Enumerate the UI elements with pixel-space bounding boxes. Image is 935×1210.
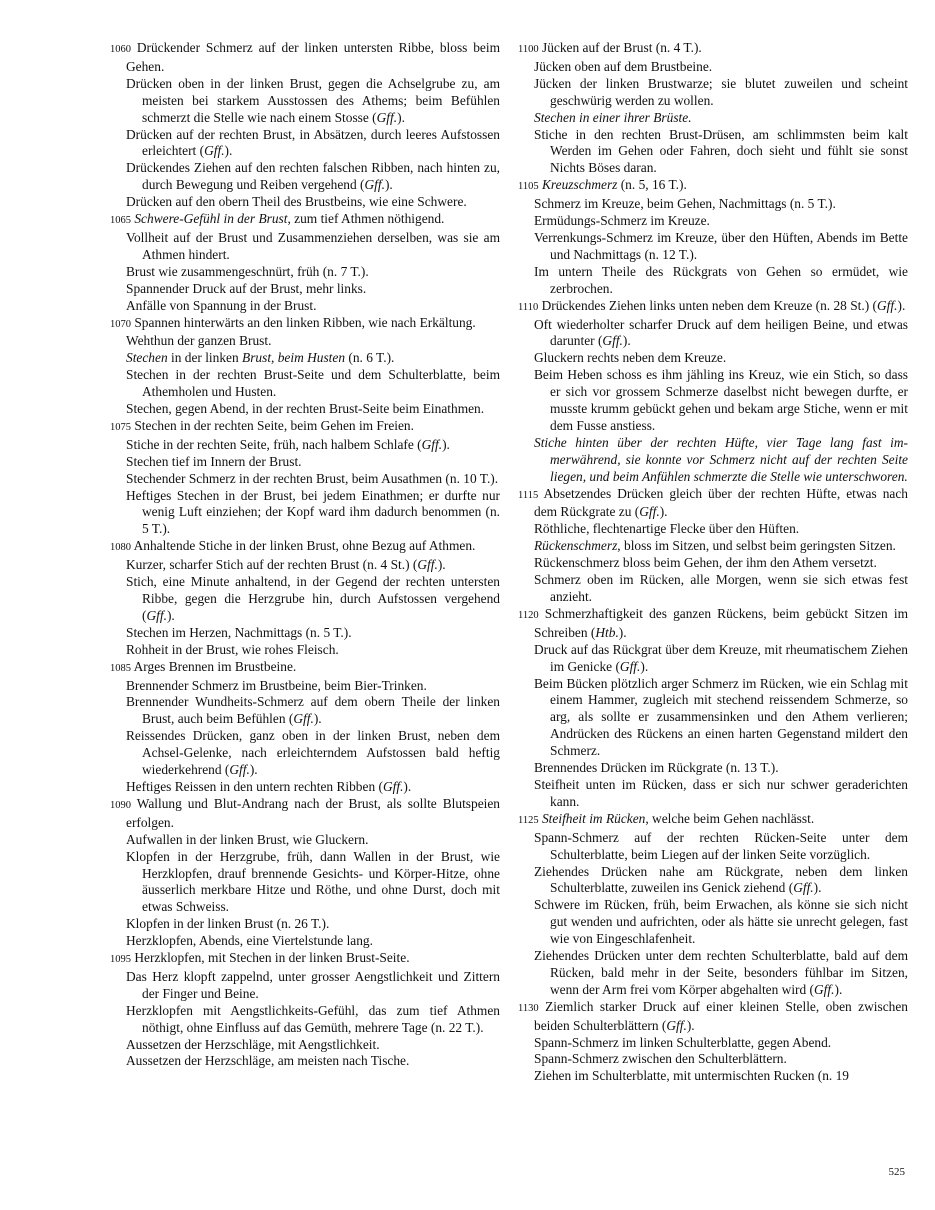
entry-text: Druck auf das Rückgrat über dem Kreuze, mit rheumatischem Ziehen im Genicke ( — [534, 641, 908, 674]
entry-text: ). — [622, 333, 631, 349]
symptom-entry — [110, 281, 500, 298]
symptom-entry — [110, 230, 500, 264]
symptom-entry — [110, 298, 500, 315]
symptom-entry — [518, 213, 908, 230]
entry-text: Herzklopfen mit Aengstlichkeits-Gefühl, das zum tief Athmen nöthigt, ohne Einfluss auf das Gemüth, mehrere Tage (n. 22 T.). — [126, 1002, 500, 1035]
symptom-entry — [110, 694, 500, 728]
symptom-entry — [110, 418, 500, 437]
symptom-entry — [110, 454, 500, 471]
symptom-entry — [110, 557, 500, 574]
symptom-entry — [110, 796, 500, 832]
entry-text: Heftiges Stechen in der Brust, bei jedem Einathmen; er durfte nur wenig Luft einziehen; der Kopf ward ihm dadurch benommen (n. 5 T.). — [126, 487, 500, 537]
entry-text: ). — [397, 109, 405, 125]
entry-text: Stich, eine Minute anhaltend, in der Gegend der rechten untersten Ribbe, gegen die Herzgrube hin, durch Aufstossen vergehend ( — [126, 574, 500, 623]
symptom-entry — [110, 401, 500, 418]
entry-text: Rohheit in der Brust, wie rohes Fleisch. — [126, 641, 339, 657]
entry-text: Gluckern rechts neben dem Kreuze. — [534, 350, 727, 366]
symptom-entry — [110, 40, 500, 76]
entry-text: Im untern Theile des Rückgrats von Gehen so ermüdet, wie zerbrochen. — [534, 263, 908, 296]
entry-number: 1065 — [110, 215, 131, 227]
italic-text: Brust, beim Husten — [242, 350, 346, 366]
entry-number: 1120 — [518, 609, 539, 621]
entry-text: Das Herz klopft zappelnd, unter grosser Aengstlichkeit und Zittern der Finger und Beine. — [126, 968, 500, 1001]
symptom-entry — [518, 1035, 908, 1052]
italic-text: Gff. — [417, 557, 438, 573]
entry-text: Aussetzen der Herzschläge, am meisten nach Tische. — [126, 1053, 410, 1069]
entry-text: ). — [224, 143, 233, 159]
entry-text: Anfälle von Spannung in der Brust. — [126, 297, 317, 313]
entry-text: Anhaltende Stiche in der linken Brust, ohne Bezug auf Athmen. — [133, 538, 476, 554]
entry-number: 1095 — [110, 954, 131, 966]
symptom-entry — [518, 435, 908, 486]
symptom-entry — [518, 127, 908, 178]
entry-text: Absetzendes Drücken gleich über der rechten Hüfte, etwas nach dem Rückgrate zu ( — [534, 485, 909, 520]
entry-text: Spann-Schmerz im linken Schulterblatte, gegen Abend. — [534, 1034, 832, 1050]
entry-text: Drückendes Ziehen links unten neben dem Kreuze (n. 28 St.) ( — [541, 297, 878, 313]
symptom-entry — [110, 916, 500, 933]
symptom-entry — [518, 521, 908, 538]
italic-text: Gff. — [877, 297, 898, 313]
entry-text: ). — [384, 177, 393, 193]
italic-text: Gff. — [293, 711, 314, 727]
italic-text: Gff. — [364, 177, 385, 193]
entry-text: , zum tief Athmen nöthigend. — [287, 211, 445, 227]
entry-number: 1090 — [110, 799, 131, 811]
entry-text: Spann-Schmerz zwischen den Schulterblättern. — [534, 1051, 787, 1067]
entry-text: Drückendes Ziehen auf den rechten falschen Ribben, nach hinten zu, durch Bewegung und Reiben vergehend ( — [126, 160, 500, 193]
entry-text: Rückenschmerz bloss beim Gehen, der ihm den Athem versetzt. — [534, 555, 877, 571]
symptom-entry — [110, 728, 500, 779]
entry-text: Schmerz im Kreuze, beim Gehen, Nachmittags (n. 5 T.). — [534, 196, 836, 212]
entry-text: Oft wiederholter scharfer Druck auf dem heiligen Beine, und etwas darunter ( — [534, 316, 908, 349]
entry-text: (n. 6 T.). — [345, 350, 395, 366]
symptom-entry — [518, 777, 908, 811]
entry-text: Stechender Schmerz in der rechten Brust, beim Ausathmen (n. 10 T.). — [126, 470, 499, 486]
symptom-entry — [110, 471, 500, 488]
symptom-entry — [518, 1051, 908, 1068]
symptom-entry — [518, 317, 908, 351]
symptom-entry — [110, 264, 500, 281]
entry-text: ). — [686, 1017, 695, 1033]
entry-text: Röthliche, flechtenartige Flecke über den Hüften. — [534, 521, 800, 537]
entry-number: 1130 — [518, 1002, 539, 1014]
entry-text: Herzklopfen, mit Stechen in der linken Brust-Seite. — [134, 950, 410, 966]
symptom-entry — [518, 760, 908, 777]
italic-text: Gff. — [666, 1017, 687, 1033]
symptom-entry — [518, 999, 908, 1035]
entry-text: Spann-Schmerz auf der rechten Rücken-Seite unter dem Schulterblatte, beim Liegen auf der linken Seite vorzüglich. — [534, 829, 908, 862]
italic-text: Htb. — [595, 624, 619, 640]
entry-number: 1085 — [110, 662, 131, 674]
symptom-entry — [110, 194, 500, 211]
symptom-entry — [110, 950, 500, 969]
symptom-entry — [518, 110, 908, 127]
page-number: 525 — [888, 1166, 905, 1178]
symptom-entry — [518, 350, 908, 367]
italic-text: Kreuzschmerz — [541, 177, 618, 193]
entry-text: in der linken — [167, 350, 243, 366]
symptom-entry — [110, 849, 500, 917]
entry-text: ). — [249, 762, 258, 778]
italic-text: Steifheit im Rücken — [541, 810, 646, 826]
entry-number: 1105 — [518, 181, 539, 193]
symptom-entry — [518, 830, 908, 864]
entry-text: ). — [442, 436, 450, 452]
symptom-entry — [110, 127, 500, 161]
entry-number: 1080 — [110, 542, 131, 554]
entry-text: Klopfen in der linken Brust (n. 26 T.). — [126, 916, 330, 932]
symptom-entry — [110, 315, 500, 334]
symptom-entry — [110, 76, 500, 127]
entry-text: Beim Heben schoss es ihm jähling ins Kreuz, wie ein Stich, so dass er sich vor grossem Schmerze daselbst nicht bewegen durfte, er musste krumm gebückt gehen und bekam arge Stiche, wenn er mit dem Fusse anstiess. — [534, 367, 908, 433]
symptom-entry — [518, 642, 908, 676]
symptom-entry — [518, 555, 908, 572]
entry-text: Jücken auf der Brust (n. 4 T.). — [541, 40, 702, 55]
symptom-entry — [518, 177, 908, 196]
symptom-entry — [110, 437, 500, 454]
entry-text: ). — [640, 658, 649, 674]
symptom-entry — [110, 933, 500, 950]
entry-text: Schmerz oben im Rücken, alle Morgen, wenn sie sich etwas fest anzieht. — [534, 572, 908, 604]
entry-text: ). — [659, 504, 668, 520]
entry-text: Beim Bücken plötzlich arger Schmerz im Rücken, wie ein Schlag mit einem Hammer, zugleich mit stechend reissendem Schmerze, so arg, als sollte er zusammensinken und den Athem verlieren; Andrücken des Rückens an einen harten Gegenstand mildert den Schmerz. — [534, 675, 908, 759]
entry-text: Spannender Druck auf der Brust, mehr links. — [126, 280, 367, 296]
entry-text: Brust wie zusammengeschnürt, früh (n. 7 T.). — [126, 263, 369, 279]
entry-text: Ziehendes Drücken nahe am Rückgrate, neben dem linken Schulterblatte, zuweilen ins Genick ziehend ( — [534, 863, 908, 896]
italic-text: Gff. — [421, 436, 443, 452]
entry-text: Drücken auf den obern Theil des Brustbeins, wie eine Schwere. — [126, 194, 467, 210]
symptom-entry — [110, 832, 500, 849]
symptom-entry — [518, 367, 908, 435]
entry-text: Stechen tief im Innern der Brust. — [126, 453, 302, 469]
italic-text: Gff. — [204, 143, 225, 159]
entry-number: 1125 — [518, 814, 539, 826]
italic-text: Gff. — [146, 607, 167, 623]
symptom-entry — [110, 659, 500, 678]
symptom-entry — [518, 811, 908, 830]
entry-number: 1060 — [110, 44, 131, 55]
entry-text: Steifheit unten im Rücken, dass er sich nur schwer geraderichten kann. — [534, 776, 908, 809]
italic-text: Gff. — [793, 880, 814, 896]
symptom-entry — [518, 864, 908, 898]
entry-text: Stiche in der rechten Seite, früh, nach halbem Schlafe ( — [126, 436, 422, 452]
italic-text: Gff. — [619, 658, 641, 674]
entry-text: Brennender Wundheits-Schmerz auf dem obern Theile der linken Brust, auch beim Befühlen ( — [126, 694, 500, 727]
symptom-entry — [110, 211, 500, 230]
symptom-entry — [518, 572, 908, 606]
entry-text: Ziehen im Schulterblatte, mit untermischten Rucken (n. 19 — [534, 1068, 849, 1084]
symptom-entry — [110, 1053, 500, 1070]
entry-text: Klopfen in der Herzgrube, früh, dann Wallen in der Brust, wie Herzklopfen, drauf brennende Gesichts- und Körper-Hitze, ohne äusserlich merkbare Hitze und Röthe, und ohne Durst, doch mit etwas Schweiss. — [126, 848, 500, 915]
italic-text: Rückenschmerz — [534, 538, 618, 554]
symptom-entry — [518, 538, 908, 555]
entry-text: ). — [813, 880, 822, 896]
italic-text: Gff. — [602, 333, 623, 349]
symptom-entry — [110, 538, 500, 557]
entry-text: Stechen im Herzen, Nachmittags (n. 5 T.). — [126, 624, 352, 640]
entry-text: Brennendes Drücken im Rückgrate (n. 13 T.). — [534, 760, 779, 776]
italic-text: Gff. — [814, 981, 835, 997]
entry-text: Jücken oben auf dem Brustbeine. — [534, 58, 713, 74]
italic-text: Stechen — [126, 350, 168, 366]
symptom-entry — [110, 1037, 500, 1054]
italic-text: Schwere-Gefühl in der Brust — [134, 211, 288, 227]
symptom-entry — [518, 676, 908, 761]
symptom-entry — [518, 230, 908, 264]
right-column — [518, 40, 908, 1085]
italic-text: Gff. — [382, 778, 404, 794]
entry-text: Brennender Schmerz im Brustbeine, beim Bier-Trinken. — [126, 677, 427, 693]
symptom-entry — [518, 76, 908, 110]
symptom-entry — [110, 1003, 500, 1037]
italic-text: Gff. — [229, 762, 250, 778]
entry-text: Vollheit auf der Brust und Zusammenziehen derselben, was sie am Athmen hindert. — [126, 229, 500, 262]
symptom-entry — [110, 488, 500, 539]
symptom-entry — [110, 625, 500, 642]
entry-text: (n. 5, 16 T.). — [617, 177, 687, 193]
entry-text: Wallung und Blut-Andrang nach der Brust, als sollte Blutspeien erfolgen. — [126, 795, 501, 830]
entry-text: Kurzer, scharfer Stich auf der rechten Brust (n. 4 St.) ( — [126, 557, 418, 573]
entry-text: Schwere im Rücken, früh, beim Erwachen, als könne sie sich nicht gut wenden und aufrichten, oder als hätte sie unrecht gelegen, fast wie von Eingeschlafenheit. — [534, 897, 908, 947]
left-column — [110, 40, 500, 1070]
symptom-entry — [110, 969, 500, 1003]
symptom-entry — [518, 264, 908, 298]
entry-text: Drückender Schmerz auf der linken untersten Ribbe, bloss beim Gehen. — [126, 40, 500, 74]
entry-number: 1100 — [518, 44, 539, 55]
entry-text: Heftiges Reissen in den untern rechten Ribben ( — [126, 778, 383, 794]
symptom-entry — [110, 160, 500, 194]
symptom-entry — [110, 367, 500, 401]
symptom-entry — [110, 333, 500, 350]
entry-text: Stiche in den rechten Brust-Drüsen, am schlimmsten beim kalt Werden im Gehen oder Fahren, doch sieht und fühlt sie sonst Nichts Böses daran. — [534, 126, 908, 176]
entry-text: Ziehendes Drücken unter dem rechten Schulterblatte, bald auf dem Rücken, bald mehr in der Seite, besonders fühlbar im Sitzen, wenn der Arm frei vom Körper abgehalten wird ( — [534, 948, 908, 997]
italic-text: Stechen in einer ihrer Brüste. — [534, 109, 692, 125]
symptom-entry — [110, 779, 500, 796]
entry-text: Ziemlich starker Druck auf einer kleinen Stelle, oben zwischen beiden Schulterblättern ( — [534, 998, 908, 1033]
entry-text: Stechen in der rechten Seite, beim Gehen im Freien. — [134, 417, 414, 433]
entry-text: Arges Brennen im Brustbeine. — [133, 658, 297, 674]
symptom-entry — [110, 642, 500, 659]
entry-text: , welche beim Gehen nachlässt. — [645, 810, 815, 826]
symptom-entry — [110, 350, 500, 367]
entry-text: ). — [834, 981, 843, 997]
symptom-entry — [518, 40, 908, 59]
entry-text: Reissendes Drücken, ganz oben in der linken Brust, neben dem Achsel-Gelenke, nach erleichterndem Aufstossen bald heftig wiederkehrend ( — [126, 728, 500, 778]
entry-text: Verrenkungs-Schmerz im Kreuze, über den Hüften, Abends im Bette und Nachmittags (n. 12 T.). — [534, 229, 908, 262]
entry-text: Drücken auf der rechten Brust, in Absätzen, durch leeres Aufstossen erleichtert ( — [126, 126, 500, 159]
italic-text: Stiche hinten über der rechten Hüfte, vier Tage lang fast immerwährend, sie konnte vor Schmerz nicht auf der rechten Seite liegen, und beim Anfühlen schmerzte die Stelle wie unterschworen. — [534, 434, 908, 484]
entry-text: Ermüdungs-Schmerz im Kreuze. — [534, 213, 710, 229]
italic-text: Gff. — [639, 504, 660, 520]
symptom-entry — [518, 59, 908, 76]
symptom-entry — [518, 196, 908, 213]
entry-text: Jücken der linken Brustwarze; sie blutet zuweilen und scheint geschwürig werden zu wollen. — [534, 75, 908, 108]
entry-number: 1110 — [518, 301, 539, 313]
entry-number: 1115 — [518, 489, 539, 501]
entry-text: ). — [897, 297, 906, 313]
entry-text: ). — [618, 624, 627, 640]
symptom-entry — [518, 298, 908, 317]
entry-text: Wehthun der ganzen Brust. — [126, 333, 272, 349]
entry-text: Drücken oben in der linken Brust, gegen die Achselgrube zu, am meisten bei starkem Ausstossen des Athems; beim Befühlen schmerzt die Stelle wie nach einem Stosse ( — [126, 75, 500, 125]
entry-number: 1070 — [110, 318, 131, 330]
symptom-entry — [110, 574, 500, 625]
entry-text: Spannen hinterwärts an den linken Ribben, wie nach Erkältung. — [134, 314, 476, 330]
entry-text: Aufwallen in der linken Brust, wie Gluckern. — [126, 831, 369, 847]
entry-text: , bloss im Sitzen, und selbst beim geringsten Sitzen. — [617, 538, 896, 554]
entry-text: ). — [437, 557, 446, 573]
entry-number: 1075 — [110, 421, 131, 433]
italic-text: Gff. — [376, 109, 398, 125]
entry-text: ). — [403, 778, 412, 794]
entry-text: Stechen, gegen Abend, in der rechten Brust-Seite beim Einathmen. — [126, 401, 485, 417]
entry-text: Aussetzen der Herzschläge, mit Aengstlichkeit. — [126, 1036, 380, 1052]
entry-text: Stechen in der rechten Brust-Seite und dem Schulterblatte, beim Athemholen und Husten. — [126, 367, 500, 400]
entry-text: Schmerzhaftigkeit des ganzen Rückens, beim gebückt Sitzen im Schreiben ( — [534, 605, 908, 640]
entry-text: ). — [313, 711, 322, 727]
symptom-entry — [518, 606, 908, 642]
entry-text: Herzklopfen, Abends, eine Viertelstunde lang. — [126, 933, 373, 949]
symptom-entry — [518, 897, 908, 948]
symptom-entry — [518, 948, 908, 999]
symptom-entry — [518, 1068, 908, 1085]
symptom-entry — [110, 678, 500, 695]
entry-text: ). — [166, 607, 175, 623]
symptom-entry — [518, 486, 908, 522]
